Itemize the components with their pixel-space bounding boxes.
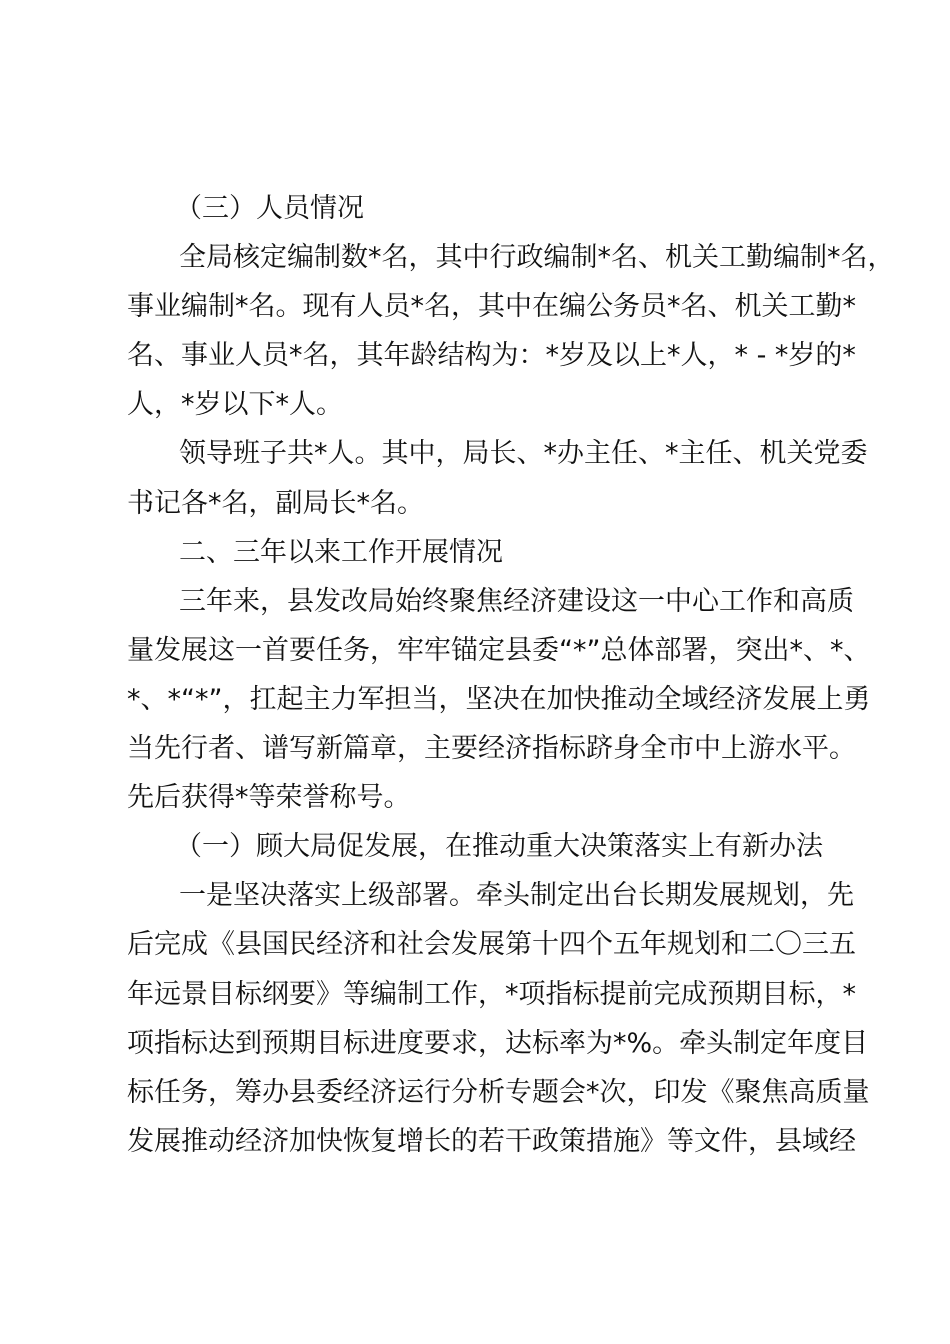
- paragraph-line: *、*“*”，扛起主力军担当，坚决在加快推动全域经济发展上勇: [127, 683, 871, 715]
- paragraph-line: 标任务，筹办县委经济运行分析专题会*次，印发《聚焦高质量: [127, 1076, 870, 1108]
- paragraph-line: 发展推动经济加快恢复增长的若干政策措施》等文件，县域经: [127, 1125, 856, 1157]
- paragraph-line: 量发展这一首要任务，牢牢锚定县委“*”总体部署，突出*、*、: [127, 634, 871, 666]
- paragraph-line: 先后获得*等荣誉称号。: [127, 782, 411, 814]
- paragraph-line: 事业编制*名。现有人员*名，其中在编公务员*名、机关工勤*: [127, 291, 856, 323]
- paragraph-line: 年远景目标纲要》等编制工作，*项指标提前完成预期目标，*: [127, 978, 856, 1010]
- paragraph-line: 全局核定编制数*名，其中行政编制*名、机关工勤编制*名，: [179, 242, 895, 274]
- paragraph-line: 后完成《县国民经济和社会发展第十四个五年规划和二〇三五: [127, 929, 856, 961]
- paragraph-line: 项指标达到预期目标进度要求，达标率为*%。牵头制定年度目: [127, 1027, 869, 1059]
- paragraph-line: 三年来，县发改局始终聚焦经济建设这一中心工作和高质: [179, 585, 854, 617]
- paragraph-line: 一是坚决落实上级部署。牵头制定出台长期发展规划，先: [179, 880, 854, 912]
- document-page: [127, 184, 895, 1166]
- subsection-heading: （一）顾大局促发展，在推动重大决策落实上有新办法: [175, 831, 823, 863]
- paragraph-line: 人，*岁以下*人。: [127, 389, 343, 421]
- paragraph-line: 领导班子共*人。其中，局长、*办主任、*主任、机关党委: [179, 438, 868, 470]
- paragraph-line: 名、事业人员*名，其年龄结构为：*岁及以上*人，* - *岁的*: [127, 340, 856, 372]
- paragraph-line: 当先行者、谱写新篇章，主要经济指标跻身全市中上游水平。: [127, 733, 856, 765]
- section-heading-personnel: （三）人员情况: [175, 193, 364, 224]
- section-heading-work: 二、三年以来工作开展情况: [179, 536, 503, 568]
- paragraph-line: 书记各*名，副局长*名。: [127, 487, 424, 519]
